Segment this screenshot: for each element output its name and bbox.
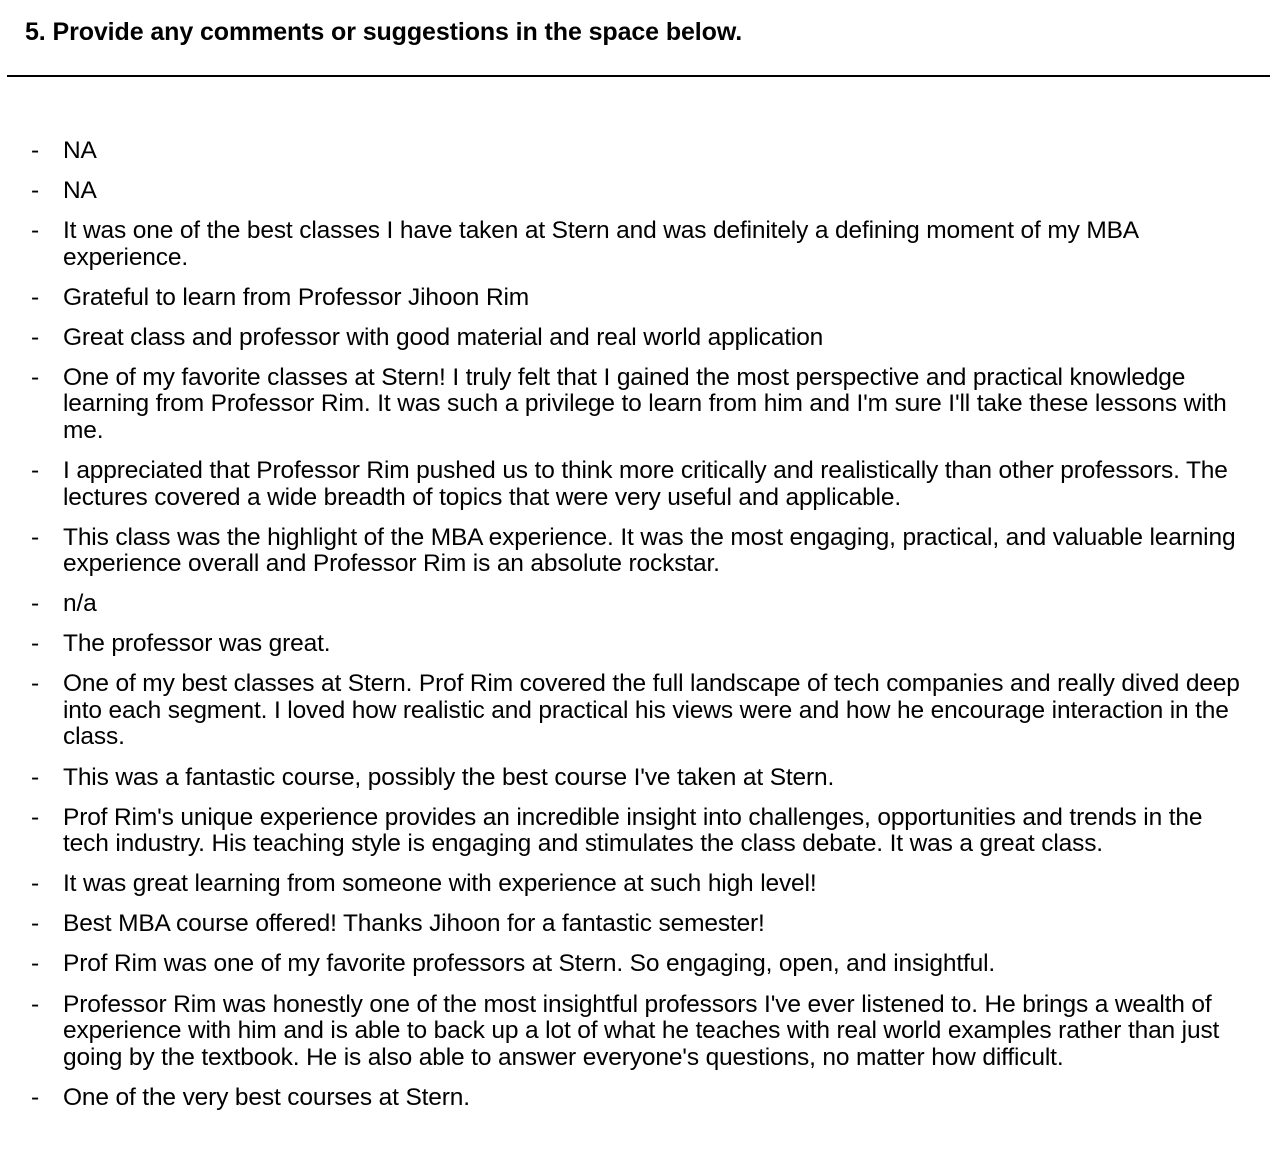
comment-bullet: - (31, 670, 40, 698)
comment-text: I appreciated that Professor Rim pushed us to think more critically and realistically than other professors. The lectures covered a wide breadth of topics that were very useful and applicable. (63, 457, 1228, 511)
comment-bullet: - (31, 950, 40, 978)
comment-item (0, 805, 1280, 858)
comment-text: n/a (63, 590, 97, 618)
comment-item (0, 525, 1280, 578)
comment-item (0, 365, 1280, 445)
comment-item (0, 671, 1280, 751)
comment-text: Grateful to learn from Professor Jihoon Rim (63, 283, 530, 311)
comment-text: Great class and professor with good material and real world application (63, 323, 824, 351)
comment-bullet: - (31, 870, 40, 898)
comment-text: Prof Rim's unique experience provides an incredible insight into challenges, opportunities and trends in the tech industry. His teaching style is engaging and stimulates the class debate. It was a great class. (63, 803, 1203, 858)
comment-bullet: - (31, 363, 40, 391)
comment-item (0, 992, 1280, 1072)
comment-item (0, 951, 1280, 978)
comment-bullet: - (31, 523, 40, 551)
comment-bullet: - (31, 803, 40, 831)
comment-text: It was one of the best classes I have taken at Stern and was definitely a defining moment of my MBA experience. (63, 217, 1138, 271)
comment-text: Best MBA course offered! Thanks Jihoon for a fantastic semester! (63, 910, 765, 938)
comment-bullet: - (31, 630, 40, 658)
header-divider (7, 75, 1270, 77)
comment-item (0, 325, 1280, 352)
comment-item (0, 631, 1280, 658)
comment-text: The professor was great. (63, 630, 331, 658)
comment-text: Professor Rim was honestly one of the most insightful professors I've ever listened to. He brings a wealth of experience with him and is able to back up a lot of what he teaches with real world examples rather than just going by the textbook. He is also able to answer everyone's questions, no matter how difficult. (63, 990, 1220, 1071)
comment-text: One of my favorite classes at Stern! I truly felt that I gained the most perspective and practical knowledge learning from Professor Rim. It was such a privilege to learn from him and I'm sure I'll take these lessons with me. (63, 363, 1227, 444)
comments-list (0, 138, 1280, 1125)
comment-bullet: - (31, 910, 40, 938)
comment-bullet: - (31, 590, 40, 618)
comment-item (0, 911, 1280, 938)
comment-text: NA (63, 177, 97, 205)
comment-bullet: - (31, 177, 40, 205)
question-title: 5. Provide any comments or suggestions in the space below. (25, 18, 743, 46)
comment-bullet: - (31, 1083, 40, 1111)
comment-text: One of the very best courses at Stern. (63, 1083, 470, 1111)
comment-item (0, 458, 1280, 511)
comment-item (0, 218, 1280, 271)
comment-bullet: - (31, 323, 40, 351)
comment-text: It was great learning from someone with experience at such high level! (63, 870, 817, 898)
comment-item (0, 1085, 1280, 1112)
comment-text: NA (63, 137, 97, 164)
comment-text: This was a fantastic course, possibly the best course I've taken at Stern. (63, 763, 835, 791)
comment-bullet: - (31, 283, 40, 311)
comment-item (0, 138, 1280, 165)
comment-item (0, 765, 1280, 792)
comment-bullet: - (31, 137, 40, 164)
comment-text: This class was the highlight of the MBA experience. It was the most engaging, practical, and valuable learning experience overall and Professor Rim is an absolute rockstar. (63, 523, 1236, 578)
comment-item (0, 871, 1280, 898)
comment-bullet: - (31, 457, 40, 485)
comment-bullet: - (31, 763, 40, 791)
comment-bullet: - (31, 217, 40, 245)
comment-item (0, 285, 1280, 312)
comment-item (0, 178, 1280, 205)
comment-text: One of my best classes at Stern. Prof Rim covered the full landscape of tech companies and really dived deep into each segment. I loved how realistic and practical his views were and how he encourage interaction in the class. (63, 670, 1240, 751)
comment-text: Prof Rim was one of my favorite professors at Stern. So engaging, open, and insightful. (63, 950, 996, 978)
comment-item (0, 591, 1280, 618)
comment-bullet: - (31, 990, 40, 1018)
